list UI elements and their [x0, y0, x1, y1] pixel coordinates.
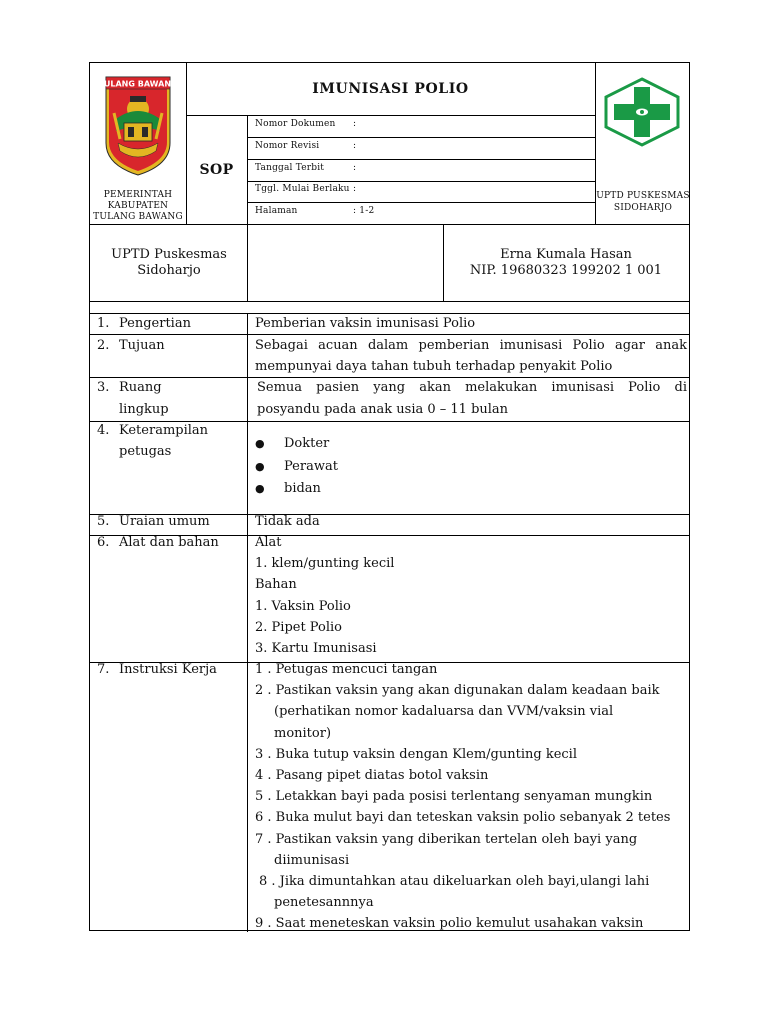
doc-field-label: Nomor Revisi — [255, 141, 320, 151]
doc-field-label: Halaman — [255, 206, 298, 216]
doc-field-label: Tanggal Terbit — [255, 163, 325, 173]
alat-line: 1. klem/gunting kecil — [255, 556, 395, 572]
step-line: 3 . Buka tutup vaksin dengan Klem/gunting kecil — [255, 746, 577, 762]
doc-field-value: : — [353, 184, 357, 194]
alat-line: Bahan — [255, 577, 297, 593]
step-line: 1 . Petugas mencuci tangan — [255, 662, 438, 677]
bullet-icon: ● — [255, 459, 265, 473]
alat-line: Alat — [255, 535, 282, 550]
section-number: 6. — [97, 535, 110, 550]
doc-field-mulai-berlaku — [255, 184, 350, 194]
list-item-text: bidan — [284, 481, 321, 496]
step-line: 6 . Buka mulut bayi dan teteskan vaksin polio sebanyak 2 tetes — [255, 810, 671, 826]
list-item — [255, 433, 338, 456]
section-tujuan-label — [97, 335, 165, 356]
section-number: 4. — [97, 423, 110, 438]
section-alat-label — [97, 532, 219, 553]
right-org-name: UPTD PUSKESMAS SIDOHARJO — [596, 191, 690, 213]
section-label: Alat dan bahan — [119, 535, 219, 550]
org-name: PEMERINTAH KABUPATEN TULANG BAWANG — [93, 190, 183, 222]
step-line: 2 . Pastikan vaksin yang akan digunakan dalam keadaan baik — [255, 683, 660, 699]
signature-unit: UPTD Puskesmas Sidoharjo — [111, 247, 227, 278]
section-label: Pengertian — [119, 316, 191, 331]
bullet-icon: ● — [255, 482, 265, 495]
section-keterampilan-label — [97, 420, 208, 441]
instruksi-list — [255, 659, 670, 935]
doc-field-value: : 1-2 — [353, 206, 375, 216]
section-label: Instruksi Kerja — [119, 662, 217, 677]
section-label: Ruang — [119, 380, 162, 395]
page-title: IMUNISASI POLIO — [312, 81, 469, 97]
section-label: Tujuan — [119, 338, 165, 353]
step-line: monitor) — [274, 725, 332, 741]
doc-field-value: : — [353, 119, 357, 129]
list-item-text: Perawat — [284, 458, 338, 474]
alat-list — [255, 532, 394, 659]
petugas-list — [255, 433, 338, 501]
section-pengertian-label — [97, 313, 191, 334]
section-number: 7. — [97, 662, 110, 677]
step-line: (perhatikan nomor kadaluarsa dan VVM/vaksin vial — [274, 704, 614, 720]
list-item-text: Dokter — [284, 436, 330, 451]
step-line: 9 . Saat meneteskan vaksin polio kemulut usahakan vaksin — [255, 916, 644, 932]
doc-field-nomor-dokumen — [255, 119, 336, 129]
section-uraian-text: Tidak ada — [255, 514, 320, 529]
section-number: 1. — [97, 316, 110, 331]
alat-line: 2. Pipet Polio — [255, 619, 343, 635]
signatory-nip: NIP. 19680323 199202 1 001 — [469, 263, 663, 278]
doc-field-halaman — [255, 206, 298, 216]
section-tujuan-line-2: mempunyai daya tahan tubuh terhadap penyakit Polio — [255, 359, 613, 374]
alat-line: 3. Kartu Imunisasi — [255, 641, 377, 657]
section-ruang-label-2: lingkup — [119, 402, 169, 417]
logo-banner-text: TULANG BAWANG — [100, 79, 176, 89]
step-line: 8 . Jika dimuntahkan atau dikeluarkan oleh bayi,ulangi lahi — [259, 874, 650, 890]
doc-field-value: : — [353, 141, 357, 151]
step-line: 7 . Pastikan vaksin yang diberikan tertelan oleh bayi yang — [255, 831, 638, 847]
signatory-name: Erna Kumala Hasan — [500, 247, 632, 262]
section-number: 5. — [97, 514, 110, 529]
doc-field-label: Nomor Dokumen — [255, 119, 336, 129]
step-line: diimunisasi — [274, 852, 350, 868]
puskesmas-logo — [602, 77, 682, 147]
doc-field-value: : — [353, 163, 357, 173]
sop-label: SOP — [199, 162, 234, 178]
doc-field-label: Tggl. Mulai Berlaku — [255, 184, 350, 194]
alat-line: 1. Vaksin Polio — [255, 598, 351, 614]
section-ruang-line-1: Semua pasien yang akan melakukan imunisasi Polio di — [257, 380, 687, 395]
section-uraian-label — [97, 511, 210, 532]
doc-field-nomor-revisi — [255, 141, 319, 151]
section-ruang-label — [97, 377, 162, 398]
section-label: Uraian umum — [119, 514, 210, 529]
section-number: 3. — [97, 380, 110, 395]
bullet-icon: ● — [255, 437, 265, 450]
section-pengertian-text: Pemberian vaksin imunisasi Polio — [255, 316, 476, 331]
sop-document — [89, 62, 690, 931]
step-line: penetesannnya — [274, 895, 374, 911]
section-label: Keterampilan — [119, 423, 209, 438]
doc-field-tanggal-terbit — [255, 163, 324, 173]
section-tujuan-line-1: Sebagai acuan dalam pemberian imunisasi Polio agar anak — [255, 338, 687, 353]
list-item — [255, 478, 338, 501]
list-item — [255, 456, 338, 479]
tulang-bawang-logo — [100, 73, 176, 177]
step-line: 5 . Letakkan bayi pada posisi terlentang senyaman mungkin — [255, 789, 653, 805]
section-ruang-line-2: posyandu pada anak usia 0 – 11 bulan — [257, 402, 509, 417]
step-line: 4 . Pasang pipet diatas botol vaksin — [255, 768, 489, 784]
section-keterampilan-label-2: petugas — [119, 444, 172, 459]
section-instruksi-label — [97, 659, 217, 680]
section-number: 2. — [97, 338, 110, 353]
